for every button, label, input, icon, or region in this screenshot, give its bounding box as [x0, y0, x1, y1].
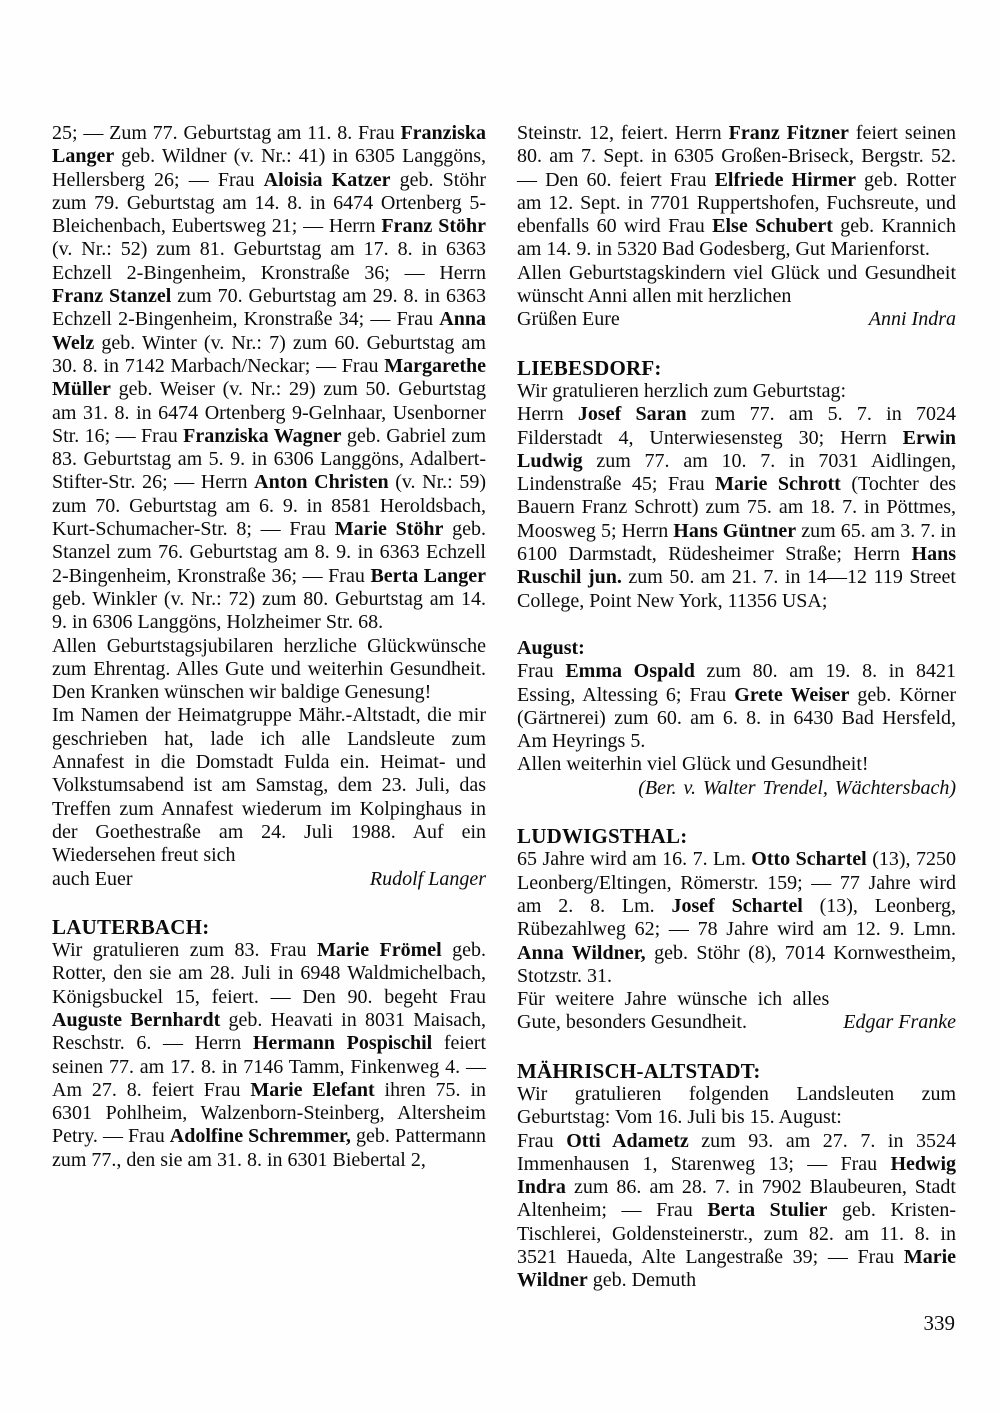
text-run: geb. Gabriel zum 83. Geburtstag am 5. 9. in 6306 Langgöns, Adalbert-Stifter-Str. 26; — Herrn — [52, 424, 487, 494]
paragraph-text — [52, 868, 356, 891]
page-number: 339 — [923, 1311, 955, 1335]
text-columns — [52, 122, 956, 1293]
text-run: ihren 75. in 6301 Pohlheim, Walzenborn-Steinberg, Altersheim Petry. — Frau — [52, 1078, 486, 1148]
person-name: Marie Wildner — [517, 1246, 956, 1292]
signature-name: Rudolf Langer — [369, 867, 486, 890]
person-name: Hans Ruschil jun. — [517, 543, 956, 589]
person-name: Margarethe Müller — [52, 354, 486, 401]
person-name: Anton Christen — [254, 471, 389, 494]
text-run: feiert seinen 77. am 17. 8. in 7146 Tamm, Finkenweg 4. — Am 27. 8. feiert Frau — [52, 1032, 487, 1101]
person-name: Marie Stöhr — [334, 518, 444, 541]
text-run: geb. Stanzel zum 76. Geburtstag am 8. 9. in 6363 Echzell 2-Bingenheim, Kronstraße 36; — Frau — [52, 518, 486, 587]
text-run: geb. Heavati in 8031 Maisach, Reschstr. 6. — Herrn — [52, 1008, 486, 1055]
text-run: geb. Winkler (v. Nr.: 72) zum 80. Geburtstag am 14. 9. in 6306 Langgöns, Holzheimer Str. 68. — [52, 587, 486, 634]
person-name: Berta Stulier — [707, 1199, 828, 1222]
text-run: geb. Demuth — [587, 1269, 697, 1292]
text-run: geb. Krannich am 14. 9. in 5320 Bad Godesberg, Gut Marienforst. — [517, 215, 956, 261]
text-run: Wir gratulieren zum 83. Frau — [52, 939, 317, 962]
person-name: Marie Frömel — [316, 939, 442, 962]
person-name: Franziska Langer — [52, 122, 486, 168]
text-run: Herrn — [517, 403, 578, 426]
text-run: zum 77. am 5. 7. in 7024 Filderstadt 4, Unterwiesensteg 30; Herrn — [517, 403, 956, 449]
paragraph — [52, 635, 486, 705]
text-run: Allen Geburtstagskindern viel Glück und Gesundheit wünscht Anni allen mit herzlichen — [517, 261, 956, 308]
section-heading: August: — [517, 636, 585, 659]
person-name: Otti Adametz — [566, 1129, 689, 1152]
text-run: geb. Pattermann zum 77., den sie am 31. 8. in 6301 Biebertal 2, — [52, 1125, 487, 1171]
section-heading: LUDWIGSTHAL: — [517, 824, 688, 849]
text-run: Wir gratulieren folgenden Landsleuten zum Geburtstag: Vom 16. Juli bis 15. August: — [517, 1082, 956, 1129]
person-name: Franziska Wagner — [183, 424, 342, 447]
text-run: (v. Nr.: 59) zum 70. Geburtstag am 6. 9. in 8581 Heroldsbach, Kurt-Schumacher-Str. 8; — Frau — [52, 471, 487, 541]
person-name: Franz Stanzel — [52, 285, 172, 308]
text-run: geb. Winter (v. Nr.: 7) zum 60. Geburtstag am 30. 8. in 7142 Marbach/Neckar; — Frau — [52, 331, 486, 377]
person-name: Grete Weiser — [734, 683, 850, 706]
paragraph — [52, 704, 486, 867]
person-name: Elfriede Hirmer — [714, 168, 856, 191]
text-run: geb. Stöhr zum 79. Geburtstag am 14. 8. in 6474 Ortenberg 5-Bleichenbach, Eubertsweg 21; — Herrn — [52, 168, 486, 238]
text-run: geb. Weiser (v. Nr.: 29) zum 50. Geburtstag am 31. 8. in 6474 Ortenberg 9-Gelnhaar, Usenborner Str. 16; — Frau — [52, 378, 486, 447]
text-run: geb. Rotter, den sie am 28. Juli in 6948 Waldmichelbach, Königsbuckel 15, feiert. — Den 90. begeht Frau — [52, 939, 486, 1008]
text-run: zum 86. am 28. 7. in 7902 Blaubeuren, Stadt Altenheim; — Frau — [517, 1176, 956, 1222]
text-run: (13), Leonberg, Rübezahlweg 62; — 78 Jahre wird am 12. 9. Lmn. — [517, 894, 957, 941]
paragraph — [517, 660, 956, 753]
text-run: 25; — Zum 77. Geburtstag am 11. 8. Frau — [52, 122, 401, 144]
column-right — [517, 122, 956, 1293]
text-run: Allen Geburtstagsjubilaren herzliche Glückwünsche zum Ehrentag. Alles Gute und weiterhin Gesundheit. Den Kranken wünschen wir baldige Genesung! — [52, 634, 486, 704]
paragraph-text — [517, 308, 855, 331]
paragraph — [517, 122, 956, 262]
text-run: Steinstr. 12, feiert. Herrn — [517, 122, 729, 144]
section-heading: MÄHRISCH-ALTSTADT: — [517, 1058, 761, 1083]
paragraph — [517, 380, 956, 403]
paragraph — [517, 848, 956, 988]
person-name: Josef Schartel — [671, 894, 803, 917]
person-name: Emma Ospald — [565, 660, 695, 683]
person-name: Hedwig Indra — [517, 1152, 956, 1199]
person-name: Hermann Pospischil — [252, 1032, 433, 1055]
text-run: (Tochter des Bauern Franz Schrott) zum 75. am 18. 7. in Pöttmes, Moosweg 5; Herrn — [517, 473, 956, 542]
text-run: zum 77. am 10. 7. in 7031 Aidlingen, Lindenstraße 45; Frau — [517, 449, 956, 496]
person-name: Adolfine Schremmer, — [169, 1125, 351, 1148]
text-run: geb. Kristen-Tischlerei, Goldensteinerstr., zum 82. am 11. 8. in 3521 Haueda, Alte Langestraße 39; — Frau — [517, 1199, 957, 1269]
paragraph — [52, 122, 486, 635]
text-run: zum 70. Geburtstag am 29. 8. in 6363 Echzell 2-Bingenheim, Kronstraße 34; — Frau — [52, 285, 486, 331]
person-name: Berta Langer — [370, 564, 486, 587]
text-run: Grüßen Eure — [517, 308, 620, 331]
person-name: Aloisia Katzer — [263, 168, 391, 191]
person-name: Erwin Ludwig — [517, 426, 956, 472]
paragraph — [517, 1083, 956, 1130]
credit-line: (Ber. v. Walter Trendel, Wächtersbach) — [638, 776, 956, 799]
paragraph — [517, 262, 956, 309]
paragraph — [517, 753, 956, 776]
text-run: 65 Jahre wird am 16. 7. Lm. — [517, 848, 752, 871]
paragraph — [517, 403, 956, 613]
person-name: Otto Schartel — [751, 848, 867, 871]
signature-line — [52, 868, 486, 891]
text-run: Frau — [517, 660, 566, 683]
paragraph-text — [517, 988, 829, 1035]
person-name: Marie Schrott — [715, 473, 841, 496]
text-run: feiert seinen 80. am 7. Sept. in 6305 Großen-Briseck, Bergstr. 52. — Den 60. feiert Frau — [517, 122, 957, 191]
text-run: (v. Nr.: 52) zum 81. Geburtstag am 17. 8. in 6363 Echzell 2-Bingenheim, Kronstraße 36; — Herrn — [52, 238, 486, 284]
person-name: Franz Fitzner — [728, 122, 849, 144]
signature-line — [517, 988, 956, 1035]
person-name: Auguste Bernhardt — [52, 1008, 221, 1031]
text-run: auch Euer — [52, 867, 133, 890]
signature-line — [517, 308, 956, 331]
text-run: Frau — [517, 1129, 567, 1152]
text-run: zum 93. am 27. 7. in 3524 Immenhausen 1, Starenweg 13; — Frau — [517, 1129, 956, 1175]
person-name: Franz Stöhr — [381, 215, 486, 238]
person-name: Anna Welz — [52, 308, 486, 354]
person-name: Else Schubert — [712, 215, 833, 238]
paragraph — [52, 939, 486, 1172]
section-heading: LAUTERBACH: — [52, 914, 210, 939]
text-run: geb. Körner (Gärtnerei) zum 60. am 6. 8. in 6430 Bad Hersfeld, Am Heyrings 5. — [517, 683, 956, 753]
text-run: geb. Stöhr (8), 7014 Kornwestheim, Stotzstr. 31. — [517, 941, 956, 987]
text-run: zum 65. am 3. 7. in 6100 Darmstadt, Rüdesheimer Straße; Herrn — [517, 519, 956, 566]
text-run: zum 80. am 19. 8. in 8421 Essing, Altessing 6; Frau — [517, 660, 956, 706]
person-name: Anna Wildner, — [517, 941, 646, 964]
person-name: Marie Elefant — [250, 1078, 375, 1101]
paragraph — [517, 1130, 956, 1293]
text-run: (13), 7250 Leonberg/Eltingen, Römerstr. 159; — 77 Jahre wird am 2. 8. Lm. — [517, 848, 956, 917]
text-run: geb. Wildner (v. Nr.: 41) in 6305 Langgöns, Hellersberg 26; — Frau — [52, 145, 486, 191]
text-run: Für weitere Jahre wünsche ich alles Gute, besonders Gesundheit. — [517, 988, 830, 1034]
text-run: Allen weiterhin viel Glück und Gesundheit! — [517, 753, 869, 776]
text-run: geb. Rotter am 12. Sept. in 7701 Ruppertshofen, Fuchsreute, und ebenfalls 60 wird Frau — [517, 168, 956, 238]
person-name: Hans Güntner — [673, 519, 797, 542]
text-run: Im Namen der Heimatgruppe Mähr.-Altstadt, die mir geschrieben hat, lade ich alle Landsleute zum Annafest in die Domstadt Fulda ein. Heimat- und Volkstumsabend ist am Samstag, dem 23. Juli, das Treffen zum Annafest wiederum im Kolpinghaus in der Goethestraße am 24. Juli 1988. Auf ein Wiedersehen freut sich — [52, 704, 486, 867]
signature-name: Anni Indra — [868, 308, 956, 331]
column-left — [52, 122, 486, 1293]
text-run: zum 50. am 21. 7. in 14—12 119 Street College, Point New York, 11356 USA; — [517, 566, 956, 612]
signature-name: Edgar Franke — [843, 1011, 956, 1034]
text-run: Wir gratulieren herzlich zum Geburtstag: — [517, 379, 847, 402]
section-heading: LIEBESDORF: — [517, 355, 662, 380]
person-name: Josef Saran — [577, 403, 687, 426]
